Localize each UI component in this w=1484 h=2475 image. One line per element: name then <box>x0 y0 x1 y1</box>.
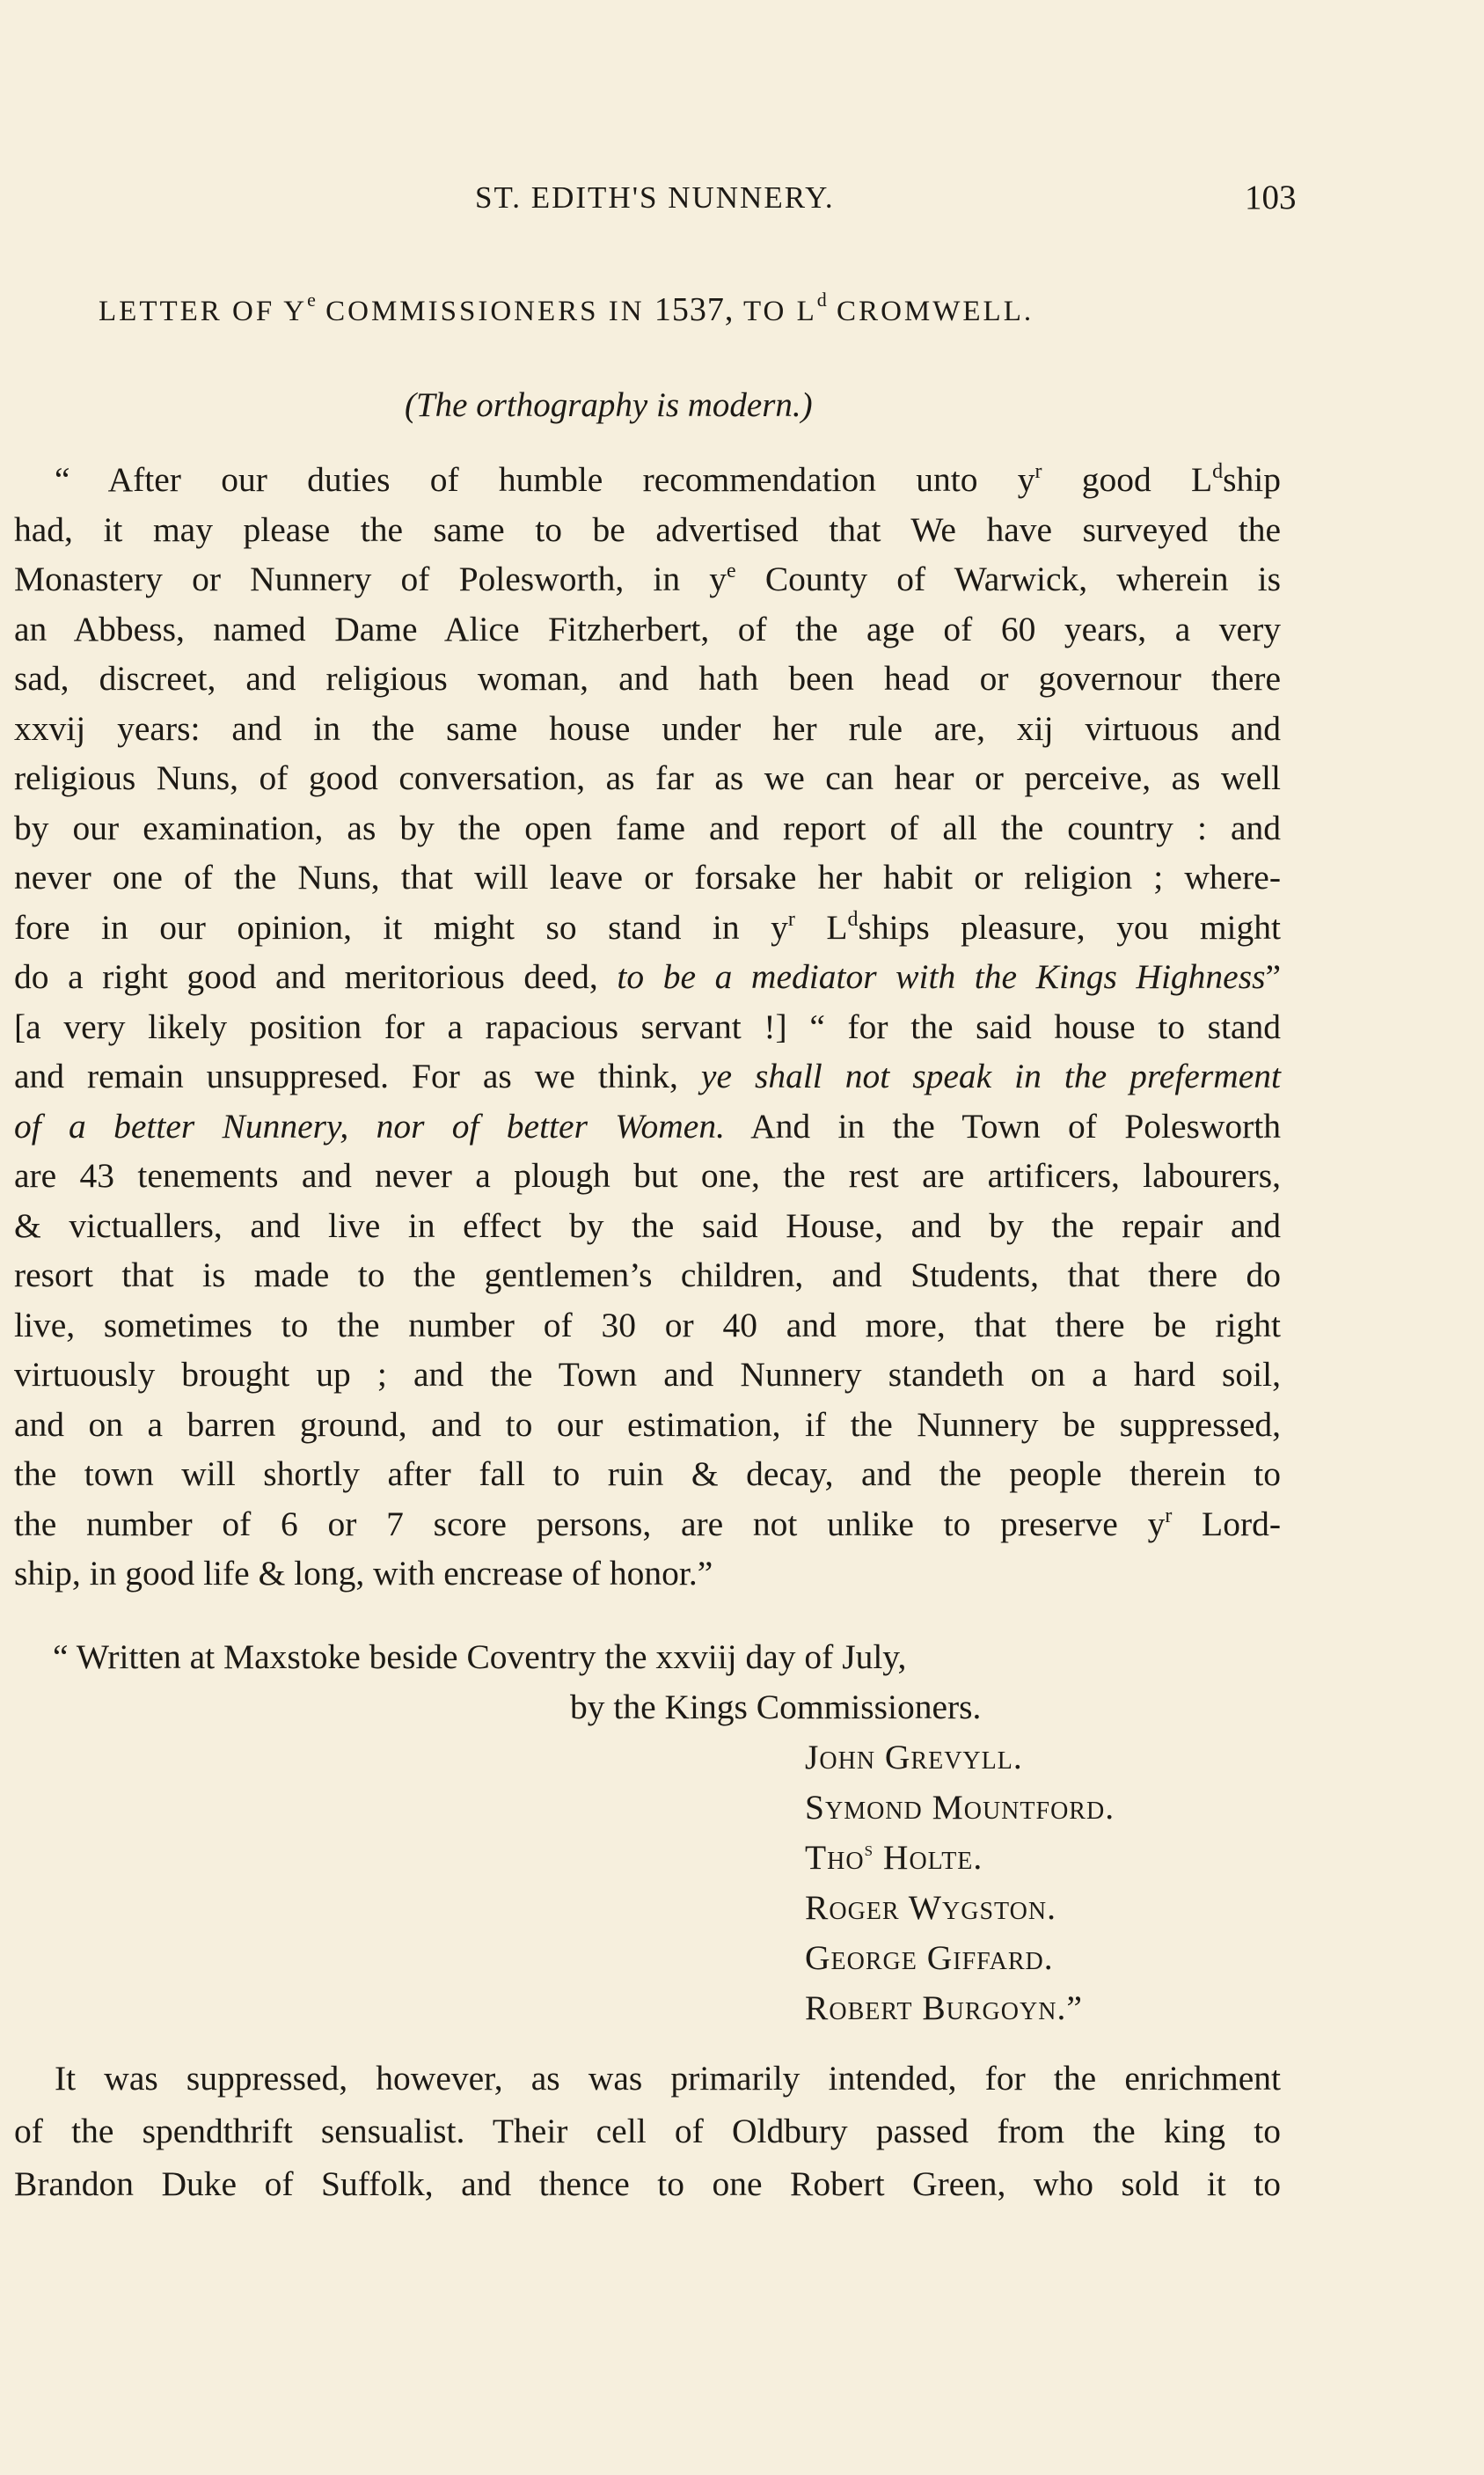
heading-text: CROMWELL. <box>826 296 1034 327</box>
letter-heading <box>99 290 1034 329</box>
orthography-note: (The orthography is modern.) <box>405 386 813 424</box>
text-line: “ After our duties of humble recommendation unto $y^r$ good $L^dship$ <box>55 460 1281 499</box>
text-line: of the spendthrift sensualist. Their cell of Oldbury passed from the king to <box>14 2112 1281 2150</box>
text-line: & victuallers, and live in effect by the said House, and by the repair and <box>14 1205 1281 1245</box>
by-commissioners-line: by the Kings Commissioners. <box>570 1688 982 1726</box>
signatory: Robert Burgoyn.” <box>805 1988 1083 2027</box>
heading-year: 1537, <box>654 291 735 328</box>
closing-paragraph <box>14 2052 1281 2210</box>
text-line: xxvij years: and in the same house under her rule are, xij virtuous and <box>14 708 1281 748</box>
text-line: It was suppressed, however, as was primarily intended, for the enrichment <box>55 2059 1281 2098</box>
text-line: sad, discreet, and religious woman, and hath been head or governour there <box>14 659 1281 698</box>
text-line: an Abbess, named Dame Alice Fitzherbert, of the age of 60 years, a very <box>14 609 1281 648</box>
text-line: the number of 6 or 7 score persons, are not unlike to preserve $y^r$ Lord- <box>14 1504 1281 1543</box>
text-line: Brandon Duke of Suffolk, and thence to one Robert Green, who sold it to <box>14 2164 1281 2203</box>
text-line: and on a barren ground, and to our estimation, if the Nunnery be suppressed, <box>14 1404 1281 1444</box>
signatory: George Giffard. <box>805 1938 1054 1977</box>
text-line: religious Nuns, of good conversation, as far as we can hear or perceive, as well <box>14 758 1281 797</box>
heading-sup: e <box>307 289 316 311</box>
text-line: Monastery or Nunnery of Polesworth, in $y^e$ County of Warwick, wherein is <box>14 560 1281 598</box>
text-line: by our examination, as by the open fame and report of all the country : and <box>14 808 1281 847</box>
text-line: fore in our opinion, it might so stand in $y^r$ $L^dships$ pleasure, you might <box>14 907 1281 947</box>
letter-body <box>14 455 1281 1599</box>
text-line: are 43 tenements and never a plough but one, the rest are artificers, labourers, <box>14 1156 1281 1195</box>
heading-text: TO L <box>734 296 817 327</box>
text-line: of a better Nunnery, nor of better Women. And in the Town of Polesworth <box>14 1106 1281 1146</box>
letter-signoff <box>53 1632 1115 2033</box>
signatory: Symond Mountford. <box>805 1788 1115 1827</box>
signatory: John Grevyll. <box>805 1738 1023 1776</box>
text-line: had, it may please the same to be advertised that We have surveyed the <box>14 509 1281 549</box>
text-line: the town will shortly after fall to ruin & decay, and the people therein to <box>14 1454 1281 1493</box>
page-number: 103 <box>1245 179 1297 216</box>
heading-text: COMMISSIONERS IN <box>315 296 654 327</box>
text-line: do a right good and meritorious deed, to be a mediator with the Kings Highness” <box>14 957 1282 996</box>
heading-text: LETTER OF Y <box>99 296 308 327</box>
running-title: ST. EDITH'S NUNNERY. <box>475 180 835 215</box>
text-line: and remain unsuppresed. For as we think, ye shall not speak in the preferment <box>14 1057 1281 1095</box>
text-line: ship, in good life & long, with encrease of honor.” <box>14 1554 713 1593</box>
text-line: resort that is made to the gentlemen’s children, and Students, that there do <box>14 1256 1281 1294</box>
written-at-line: “ Written at Maxstoke beside Coventry the xxviij day of July, <box>53 1637 907 1676</box>
signatory: Tho$^s$ Holte. <box>805 1838 983 1877</box>
text-line: never one of the Nuns, that will leave or forsake her habit or religion ; where- <box>14 858 1281 897</box>
text-line: live, sometimes to the number of 30 or 40 and more, that there be right <box>14 1305 1281 1344</box>
text-line: [a very likely position for a rapacious servant !] “ for the said house to stand <box>14 1007 1281 1046</box>
heading-sup: d <box>816 289 827 311</box>
text-line: virtuously brought up ; and the Town and Nunnery standeth on a hard soil, <box>14 1355 1281 1394</box>
signatory: Roger Wygston. <box>805 1888 1056 1927</box>
